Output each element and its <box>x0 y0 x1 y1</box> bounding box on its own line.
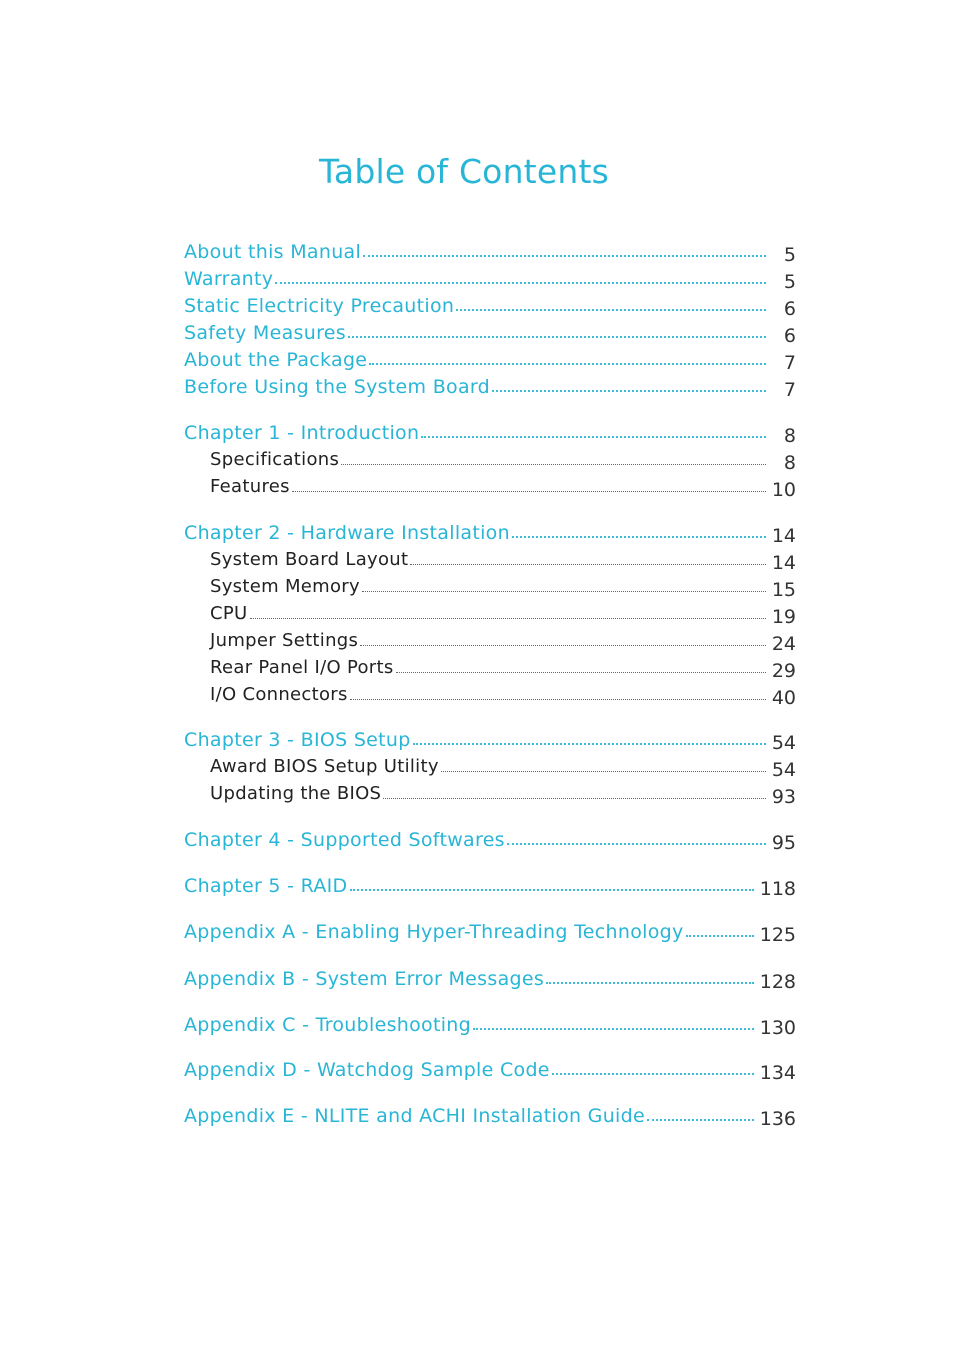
toc-entry-label: Jumper Settings <box>210 630 359 651</box>
toc-entry-page: 136 <box>759 1108 796 1130</box>
dot-leader <box>552 1072 754 1075</box>
toc-entry-label: System Memory <box>210 576 360 597</box>
dot-leader <box>473 1027 754 1030</box>
toc-entry-label: Features <box>210 476 290 497</box>
toc-entry-label: Before Using the System Board <box>184 376 491 398</box>
dot-leader <box>369 362 766 365</box>
dot-leader <box>348 335 766 338</box>
toc-entry-page: 8 <box>783 452 796 474</box>
toc-entry-page: 19 <box>771 606 796 628</box>
toc-entry-label: Rear Panel I/O Ports <box>210 657 394 678</box>
toc-entry[interactable] <box>184 263 796 293</box>
toc-entry-label: Safety Measures <box>184 322 346 344</box>
dot-leader <box>441 770 766 772</box>
dot-leader <box>421 435 766 438</box>
toc-entry-label: About the Package <box>184 349 368 371</box>
toc-entry-label: Warranty <box>184 268 274 290</box>
toc-chapter-entry[interactable] <box>184 870 796 900</box>
toc-subentry[interactable] <box>210 679 796 709</box>
toc-entry-label: Static Electricity Precaution <box>184 295 455 317</box>
toc-entry-label: About this Manual <box>184 241 362 263</box>
dot-leader <box>292 490 766 492</box>
toc-entry-page: 93 <box>771 786 796 808</box>
toc-entry-label: Chapter 3 - BIOS Setup <box>184 729 411 751</box>
dot-leader <box>250 617 766 619</box>
dot-leader <box>360 644 766 646</box>
toc-entry-label: I/O Connectors <box>210 684 348 705</box>
dot-leader <box>350 698 766 700</box>
toc-subentry[interactable] <box>210 751 796 781</box>
toc-entry-page: 8 <box>783 425 796 447</box>
toc-subentry[interactable] <box>210 471 796 501</box>
toc-entry-label: Appendix C - Troubleshooting <box>184 1014 471 1036</box>
toc-entry-page: 40 <box>771 687 796 709</box>
dot-leader <box>362 590 766 592</box>
toc-appendix-entry[interactable] <box>184 1054 796 1084</box>
toc-entry-page: 125 <box>759 924 796 946</box>
toc-subentry[interactable] <box>210 544 796 574</box>
toc-entry[interactable] <box>184 371 796 401</box>
toc-chapter-entry[interactable] <box>184 824 796 854</box>
toc-subentry[interactable] <box>210 571 796 601</box>
toc-entry-page: 15 <box>771 579 796 601</box>
dot-leader <box>341 463 766 465</box>
toc-entry-label: Appendix B - System Error Messages <box>184 968 545 990</box>
dot-leader <box>512 535 766 538</box>
toc-entry-label: System Board Layout <box>210 549 409 570</box>
toc-subentry[interactable] <box>210 652 796 682</box>
toc-entry-label: Chapter 1 - Introduction <box>184 422 420 444</box>
toc-entry[interactable] <box>184 290 796 320</box>
toc-entry-page: 5 <box>783 271 796 293</box>
toc-entry-page: 95 <box>771 832 796 854</box>
toc-entry-label: Chapter 4 - Supported Softwares <box>184 829 505 851</box>
toc-entry-label: Chapter 2 - Hardware Installation <box>184 522 510 544</box>
toc-entry-page: 6 <box>783 325 796 347</box>
toc-entry-page: 29 <box>771 660 796 682</box>
dot-leader <box>546 981 754 984</box>
toc-entry-label: Appendix A - Enabling Hyper-Threading Technology <box>184 921 684 943</box>
toc-entry[interactable] <box>184 236 796 266</box>
toc-entry-page: 130 <box>759 1017 796 1039</box>
toc-subentry[interactable] <box>210 598 796 628</box>
toc-entry-page: 54 <box>771 732 796 754</box>
dot-leader <box>456 308 766 311</box>
dot-leader <box>410 563 765 565</box>
toc-entry-page: 14 <box>771 525 796 547</box>
toc-entry-page: 128 <box>759 971 796 993</box>
toc-entry-label: Updating the BIOS <box>210 783 382 804</box>
toc-appendix-entry[interactable] <box>184 1100 796 1130</box>
toc-subentry[interactable] <box>210 625 796 655</box>
toc-entry-label: Appendix D - Watchdog Sample Code <box>184 1059 550 1081</box>
toc-entry-page: 14 <box>771 552 796 574</box>
toc-chapter-entry[interactable] <box>184 724 796 754</box>
dot-leader <box>647 1118 754 1121</box>
toc-entry-label: CPU <box>210 603 248 624</box>
toc-entry-label: Award BIOS Setup Utility <box>210 756 439 777</box>
dot-leader <box>383 797 766 799</box>
toc-entry-page: 118 <box>759 878 796 900</box>
dot-leader <box>507 842 766 845</box>
dot-leader <box>413 742 766 745</box>
dot-leader <box>396 671 766 673</box>
toc-entry-page: 6 <box>783 298 796 320</box>
toc-subentry[interactable] <box>210 778 796 808</box>
page-title: Table of Contents <box>319 152 609 191</box>
toc-entry-page: 7 <box>783 352 796 374</box>
toc-entry-label: Specifications <box>210 449 340 470</box>
toc-entry[interactable] <box>184 344 796 374</box>
toc-entry-label: Chapter 5 - RAID <box>184 875 348 897</box>
toc-chapter-entry[interactable] <box>184 517 796 547</box>
toc-entry-page: 5 <box>783 244 796 266</box>
toc-entry-page: 10 <box>771 479 796 501</box>
toc-entry-page: 24 <box>771 633 796 655</box>
dot-leader <box>363 254 766 257</box>
toc-appendix-entry[interactable] <box>184 1009 796 1039</box>
toc-appendix-entry[interactable] <box>184 963 796 993</box>
dot-leader <box>275 281 766 284</box>
toc-entry-page: 134 <box>759 1062 796 1084</box>
toc-appendix-entry[interactable] <box>184 916 796 946</box>
toc-entry[interactable] <box>184 317 796 347</box>
toc-entry-label: Appendix E - NLITE and ACHI Installation Guide <box>184 1105 645 1127</box>
dot-leader <box>350 888 754 891</box>
toc-entry-page: 54 <box>771 759 796 781</box>
dot-leader <box>492 389 766 392</box>
dot-leader <box>686 934 754 937</box>
toc-subentry[interactable] <box>210 444 796 474</box>
toc-entry-page: 7 <box>783 379 796 401</box>
toc-chapter-entry[interactable] <box>184 417 796 447</box>
